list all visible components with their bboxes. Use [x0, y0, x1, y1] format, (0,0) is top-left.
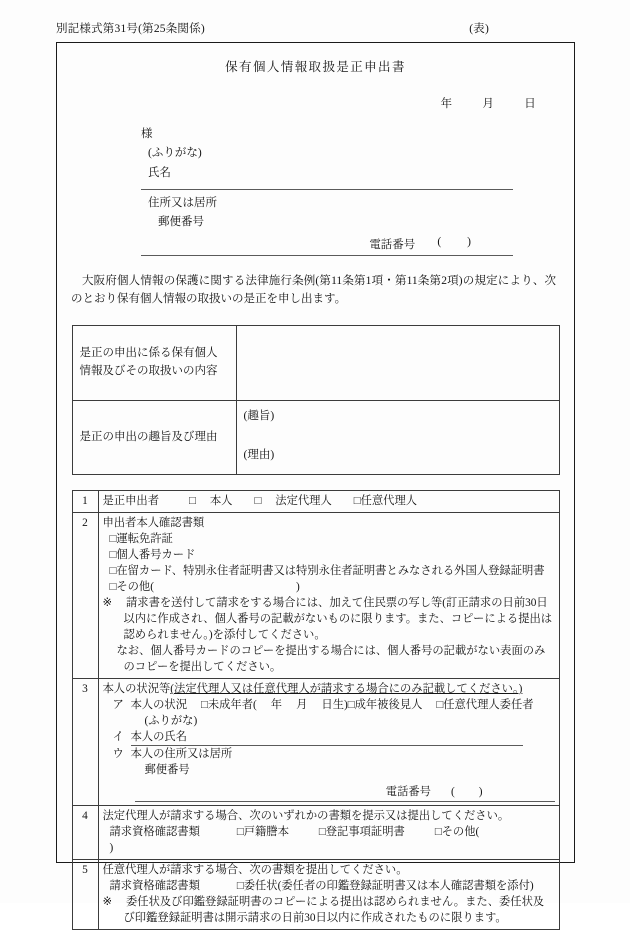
- content-row-2-label: 是正の申出の趣旨及び理由: [72, 400, 236, 474]
- item4-number: 4: [72, 806, 98, 860]
- item4-other-close: ): [109, 842, 114, 855]
- statute-paragraph: [71, 273, 556, 309]
- item3-u-body: [131, 746, 555, 762]
- minor-day: 日生): [321, 699, 348, 711]
- checkbox-family-register[interactable]: □戸籍謄本: [236, 826, 289, 839]
- item1-content: [98, 490, 559, 512]
- name-rule: [141, 189, 513, 190]
- content-row-1-value[interactable]: [236, 325, 559, 400]
- item3-marker-i: イ: [112, 731, 124, 744]
- item2-note: [103, 595, 555, 643]
- item2-label: 申出者本人確認書類: [102, 516, 205, 529]
- checkbox-legal-representative[interactable]: □: [254, 494, 262, 507]
- item5-content: [98, 860, 559, 930]
- item3-row-i: [103, 729, 555, 746]
- option-legal-representative: 法定代理人: [275, 494, 332, 507]
- statute-text: 大阪府個人情報の保護に関する法律施行条例(第11条第1項・第11条第2項)の規定により、次のとおり保有個人情報の取扱いの是正を申し出ます。: [71, 275, 556, 305]
- item4-content: [98, 806, 559, 860]
- date-year-label: 年: [440, 98, 453, 110]
- address-block: [141, 194, 513, 252]
- checkbox-minor[interactable]: □未成年者(: [201, 699, 257, 711]
- item5-number: 5: [72, 860, 98, 930]
- recipient-suffix: 様: [141, 128, 153, 140]
- principal-name-label[interactable]: 本人の氏名: [131, 729, 523, 746]
- minor-year: 年: [270, 699, 283, 711]
- address-rule: [141, 255, 513, 256]
- item5-note: [103, 894, 555, 926]
- item3-marker-a: ア: [112, 699, 124, 711]
- checkbox-voluntary-representative[interactable]: □任意代理人: [353, 494, 418, 507]
- doc-header: [56, 20, 575, 36]
- address-label: 住所又は居所: [148, 197, 217, 209]
- form-frame: [56, 42, 575, 925]
- checkbox-power-of-attorney[interactable]: □委任状(委任者の印鑑登録証明書又は本人確認書類を添付): [236, 880, 534, 893]
- content-table: [72, 325, 560, 475]
- note-mark: ※: [102, 596, 112, 609]
- principal-postal-label: 郵便番号: [144, 764, 190, 777]
- postal-label: 郵便番号: [158, 216, 204, 228]
- principal-address-label: 本人の住所又は居所: [130, 748, 233, 761]
- notes-row-3: [72, 678, 559, 805]
- side-mark: (表): [469, 23, 489, 35]
- content-row-2-value[interactable]: [236, 400, 559, 474]
- item3-a-label: 本人の状況: [130, 699, 187, 711]
- checkbox-other-label: □その他(: [109, 580, 154, 593]
- principal-telephone-row: [135, 778, 555, 802]
- principal-telephone-label: 電話番号: [385, 786, 431, 799]
- item3-number: 3: [72, 678, 98, 805]
- notes-row-4: [72, 806, 559, 860]
- item5-note-text: 委任状及び印鑑登録証明書のコピーによる提出は認められません。また、委任状及び印鑑登録証明書は開示請求の日前30日以内に作成されたものに限ります。: [123, 896, 545, 925]
- shushi-label: (趣旨): [243, 409, 275, 422]
- table-row: [72, 400, 559, 474]
- item5-doc-label: 請求資格確認書類: [109, 880, 200, 893]
- item3-row-a: [103, 697, 555, 713]
- item2-note-2: [103, 643, 555, 675]
- form-number: 別記様式第31号(第25条関係): [56, 23, 205, 35]
- table-row: [72, 325, 559, 400]
- item3-content: [98, 678, 559, 805]
- item1-label: 是正申出者: [102, 494, 159, 507]
- item2-note-text-2: なお、個人番号カードのコピーを提出する場合には、個人番号の記載がない表面のみのコピーを提出してください。: [116, 644, 546, 673]
- item3-label: 本人の状況等: [102, 682, 171, 695]
- item2-number: 2: [72, 512, 98, 678]
- checkbox-other-document[interactable]: [110, 579, 555, 595]
- page-title: 保有個人情報取扱是正申出書: [225, 60, 406, 74]
- checkbox-self[interactable]: □: [189, 494, 196, 507]
- item2-note-text: 請求書を送付して請求をする場合には、加えて住民票の写し等(訂正請求の日前30日以内に作成され、個人番号の記載がないものに限ります。また、コピーによる提出は認められません。)を添付してください。: [123, 596, 553, 641]
- item3-marker-u: ウ: [112, 748, 124, 761]
- checkbox-adult-ward[interactable]: □成年被後見人: [347, 699, 423, 711]
- item4-options: [110, 824, 555, 856]
- checkbox-drivers-license[interactable]: □運転免許証: [109, 532, 173, 545]
- notes-row-2: [72, 512, 559, 678]
- item3-i-body: [131, 729, 555, 746]
- item2-content: [98, 512, 559, 678]
- option-self: 本人: [209, 494, 233, 507]
- telephone-paren-left: (: [437, 236, 442, 248]
- item4-text: 法定代理人が請求する場合、次のいずれかの書類を提示又は提出してください。: [102, 810, 510, 823]
- name-label: 氏名: [148, 167, 171, 179]
- content-row-1-label: 是正の申出に係る保有個人情報及びその取扱いの内容: [72, 325, 236, 400]
- checkbox-residence-card[interactable]: □在留カード、特別永住者証明書又は特別永住者証明書とみなされる外国人登録証明書: [109, 564, 545, 577]
- telephone-paren-right: ): [467, 236, 471, 248]
- item3-row-u: [103, 746, 555, 762]
- item3-heading: [103, 681, 555, 697]
- checkbox-item4-other[interactable]: □その他(: [434, 826, 480, 839]
- item3-label-underlined: (法定代理人又は任意代理人が請求する場合にのみ記載してください。): [170, 682, 523, 695]
- item5-note-mark: ※: [102, 896, 112, 909]
- notes-row-1: [72, 490, 559, 512]
- checkbox-my-number-card[interactable]: □個人番号カード: [109, 548, 196, 561]
- riyu-label: (理由): [243, 448, 275, 461]
- minor-month: 月: [296, 699, 308, 711]
- item5-options: [110, 878, 555, 894]
- date-line: [57, 95, 574, 111]
- telephone-row: [141, 236, 513, 252]
- date-day-label: 日: [524, 98, 536, 110]
- telephone-label: 電話番号: [369, 239, 416, 251]
- notes-table: [72, 490, 560, 930]
- principal-telephone-paren-right: ): [478, 786, 483, 799]
- checkbox-voluntary-delegator[interactable]: □任意代理人委任者: [436, 699, 534, 711]
- item3-a-body: [131, 697, 555, 713]
- item3-furigana-label: (ふりがな): [144, 715, 198, 728]
- date-month-label: 月: [482, 98, 495, 110]
- item5-text: 任意代理人が請求する場合、次の書類を提出してください。: [102, 864, 408, 877]
- item1-number: 1: [72, 490, 98, 512]
- notes-row-5: [72, 860, 559, 930]
- item4-doc-label: 請求資格確認書類: [109, 826, 200, 839]
- checkbox-registry-certificate[interactable]: □登記事項証明書: [318, 826, 405, 839]
- furigana-label: (ふりがな): [148, 147, 202, 159]
- checkbox-other-close: ): [295, 580, 300, 593]
- principal-telephone-paren-left: (: [450, 786, 455, 799]
- applicant-block: [141, 125, 513, 256]
